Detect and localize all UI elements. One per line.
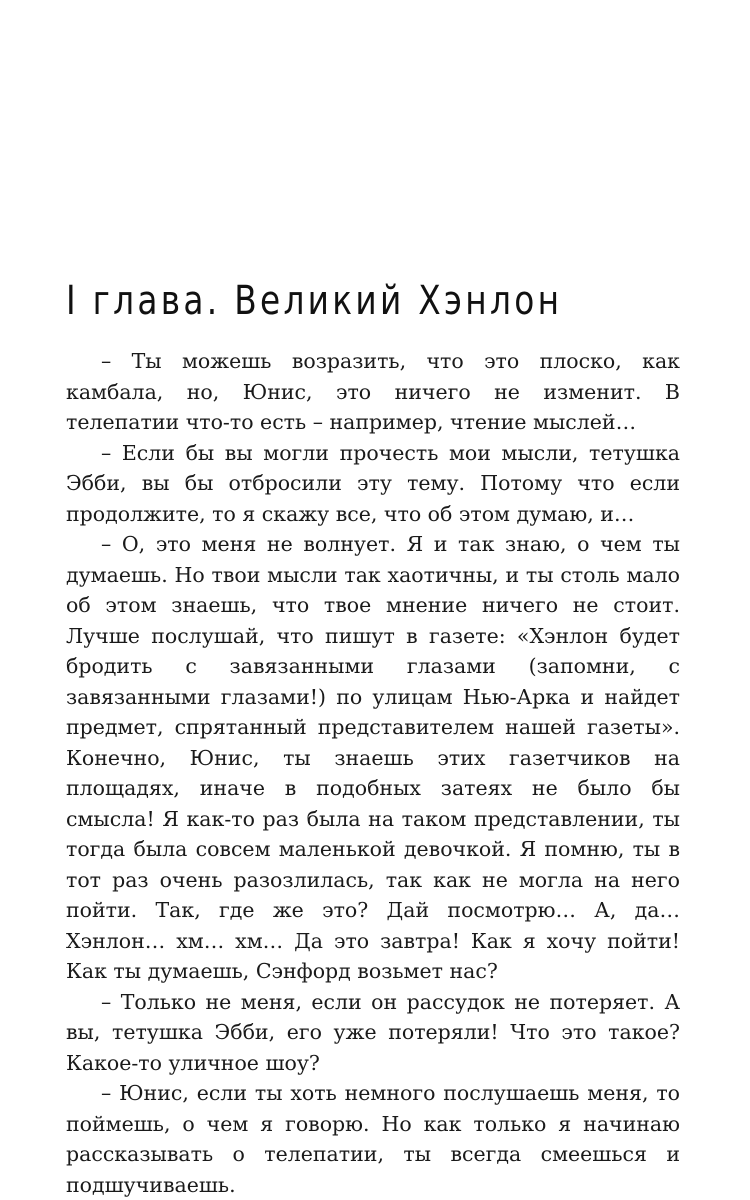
- paragraph: – О, это меня не волнует. Я и так знаю, о чем ты думаешь. Но твои мысли так хаотичны, и ты столь мало об этом знаешь, что твое мнение ничего не стоит. Лучше послушай, что пишут в газете: «Хэнлон будет бродить с завязанными глазами (запомни, с завязанными глазами!) по улицам Нью-Арка и найдет предмет, спрятанный представителем нашей газеты». Конечно, Юнис, ты знаешь этих газетчиков на площадях, иначе в подобных затеях не было бы смысла! Я как-то раз была на таком представлении, ты тогда была совсем маленькой девочкой. Я помню, ты в тот раз очень разозлилась, так как не могла на него пойти. Так, где же это? Дай посмотрю… А, да… Хэнлон… хм… хм… Да это завтра! Как я хочу пойти! Как ты думаешь, Сэнфорд возьмет нас?: [66, 532, 680, 983]
- paragraph: – Ты можешь возразить, что это плоско, как камбала, но, Юнис, это ничего не изменит. В телепатии что-то есть – например, чтение мыслей…: [66, 349, 680, 434]
- chapter-body: [66, 346, 680, 1200]
- paragraph: – Только не меня, если он рассудок не потеряет. А вы, тетушка Эбби, его уже потеряли! Что это такое? Какое-то уличное шоу?: [66, 989, 680, 1075]
- chapter-title: I глава. Великий Хэнлон: [66, 278, 563, 324]
- paragraph: – Если бы вы могли прочесть мои мысли, тетушка Эбби, вы бы отбросили эту тему. Потому что если продолжите, то я скажу все, что об этом думаю, и…: [66, 440, 680, 526]
- paragraph: – Юнис, если ты хоть немного послушаешь меня, то поймешь, о чем я говорю. Но как только я начинаю рассказывать о телепатии, ты всегда смеешься и подшучиваешь.: [66, 1081, 680, 1197]
